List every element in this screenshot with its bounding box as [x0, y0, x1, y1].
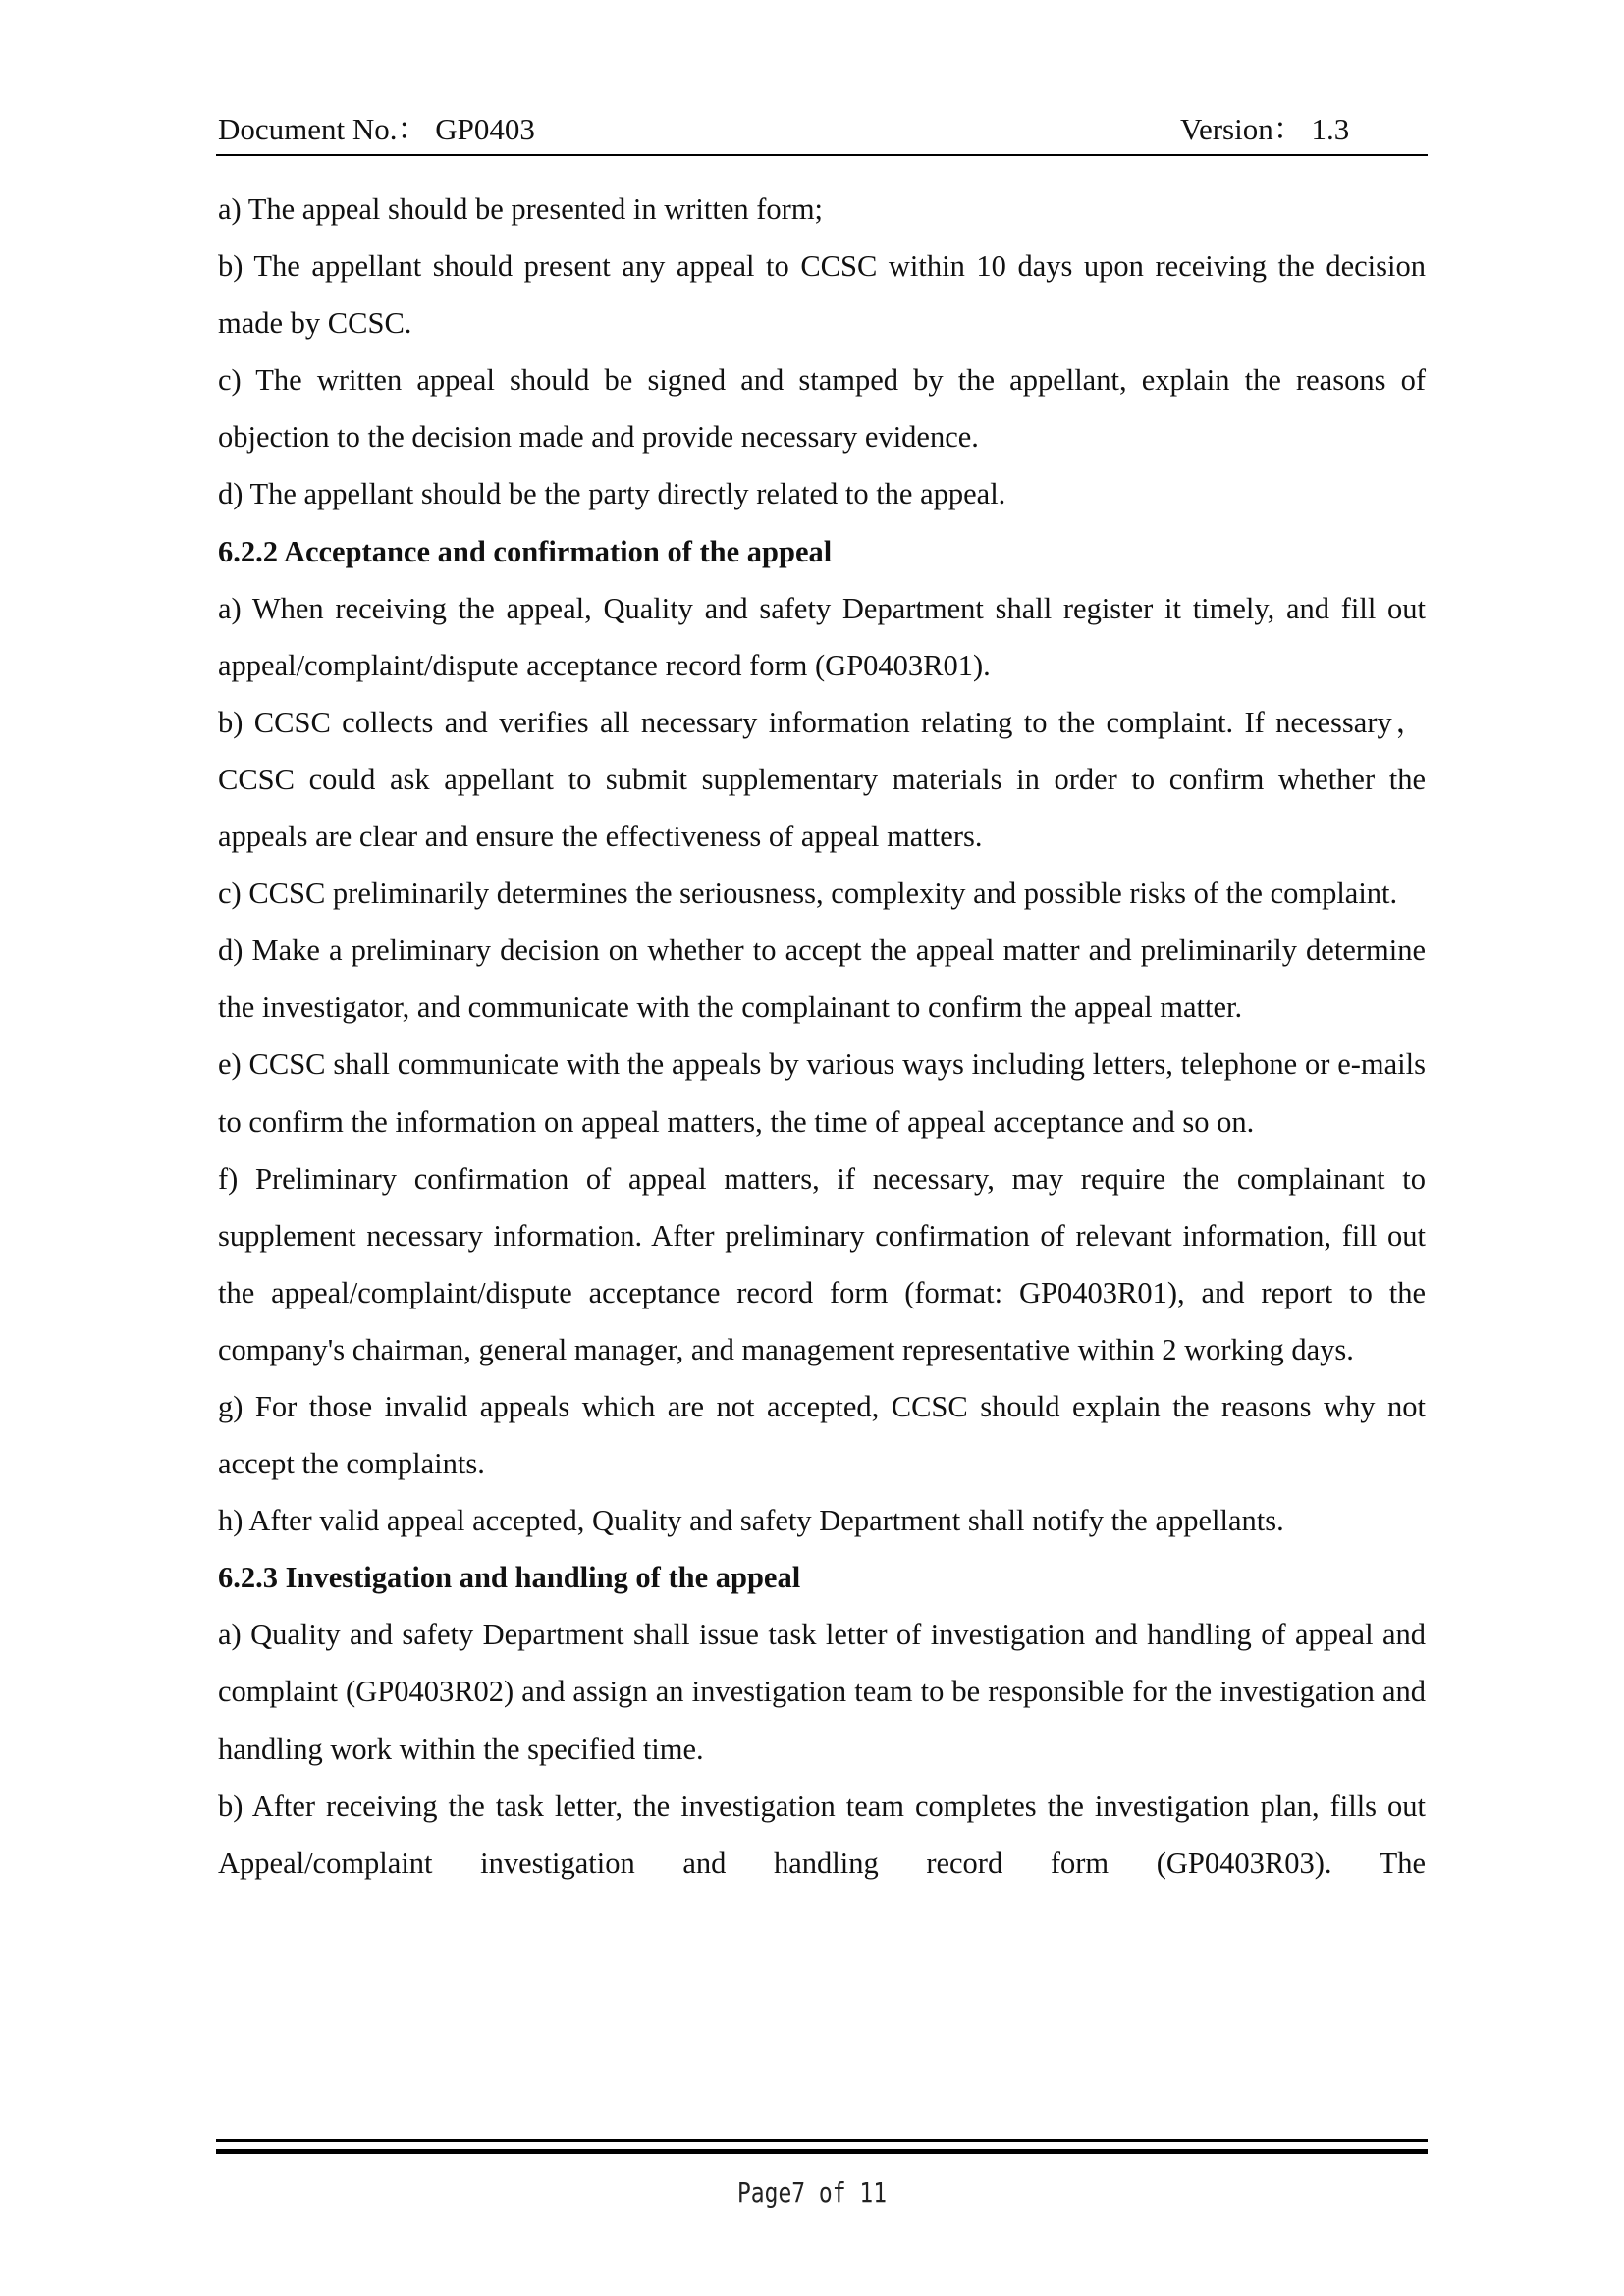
paragraph-item-b: b) After receiving the task letter, the investigation team completes the investigation plan, fills out Appeal/complaint investigation and handling record form (GP0403R03). The: [218, 1789, 1426, 1880]
page-number: Page7 of 11: [736, 2176, 888, 2209]
section-heading-6-2-2: 6.2.2 Acceptance and confirmation of the appeal: [218, 534, 833, 568]
paragraph-item-a: a) Quality and safety Department shall issue task letter of investigation and handling of appeal and complaint (GP0403R02) and assign an investigation team to be responsible for the investigation and handling work within the specified time.: [218, 1618, 1426, 1766]
paragraph-item-c: c) The written appeal should be signed and stamped by the appellant, explain the reasons of objection to the decision made and provide necessary evidence.: [218, 363, 1426, 454]
paragraph-item-g: g) For those invalid appeals which are not accepted, CCSC should explain the reasons why not accept the complaints.: [218, 1389, 1426, 1481]
paragraph-item-a: a) The appeal should be presented in written form;: [218, 192, 824, 226]
page-header: [218, 110, 1426, 149]
paragraph-item-f: f) Preliminary confirmation of appeal matters, if necessary, may require the complainant to supplement necessary information. After preliminary confirmation of relevant information, fill out the appeal/complaint/dispute acceptance record form (format: GP0403R01), and report to the company's chairman, general manager, and management representative within 2 working days.: [218, 1161, 1426, 1366]
paragraph-item-d: d) The appellant should be the party directly related to the appeal.: [218, 477, 1006, 511]
paragraph-item-b: b) The appellant should present any appeal to CCSC within 10 days upon receiving the decision made by CCSC.: [218, 249, 1426, 341]
paragraph-item-b: b) CCSC collects and verifies all necessary information relating to the complaint. If necessary， CCSC could ask appellant to submit supplementary materials in order to confirm whether the appeals are clear and ensure the effectiveness of appeal matters.: [218, 705, 1426, 854]
document-number: Document No.： GP0403: [218, 112, 535, 146]
paragraph-item-c: c) CCSC preliminarily determines the seriousness, complexity and possible risks of the complaint.: [218, 877, 1398, 911]
paragraph-item-h: h) After valid appeal accepted, Quality and safety Department shall notify the appellants.: [218, 1504, 1284, 1538]
section-heading-6-2-3: 6.2.3 Investigation and handling of the appeal: [218, 1561, 801, 1595]
document-version: Version： 1.3: [1180, 112, 1350, 146]
paragraph-item-a: a) When receiving the appeal, Quality and safety Department shall register it timely, and fill out appeal/complaint/dispute acceptance record form (GP0403R01).: [218, 591, 1426, 682]
document-body: [218, 181, 1426, 1892]
paragraph-item-e: e) CCSC shall communicate with the appeals by various ways including letters, telephone or e-mails to confirm the information on appeal matters, the time of appeal acceptance and so on.: [218, 1047, 1426, 1139]
header-divider: [216, 154, 1428, 156]
paragraph-item-d: d) Make a preliminary decision on whether to accept the appeal matter and preliminarily determine the investigator, and communicate with the complainant to confirm the appeal matter.: [218, 934, 1426, 1025]
footer-divider-thin: [216, 2139, 1428, 2142]
footer-divider-thick: [216, 2149, 1428, 2154]
